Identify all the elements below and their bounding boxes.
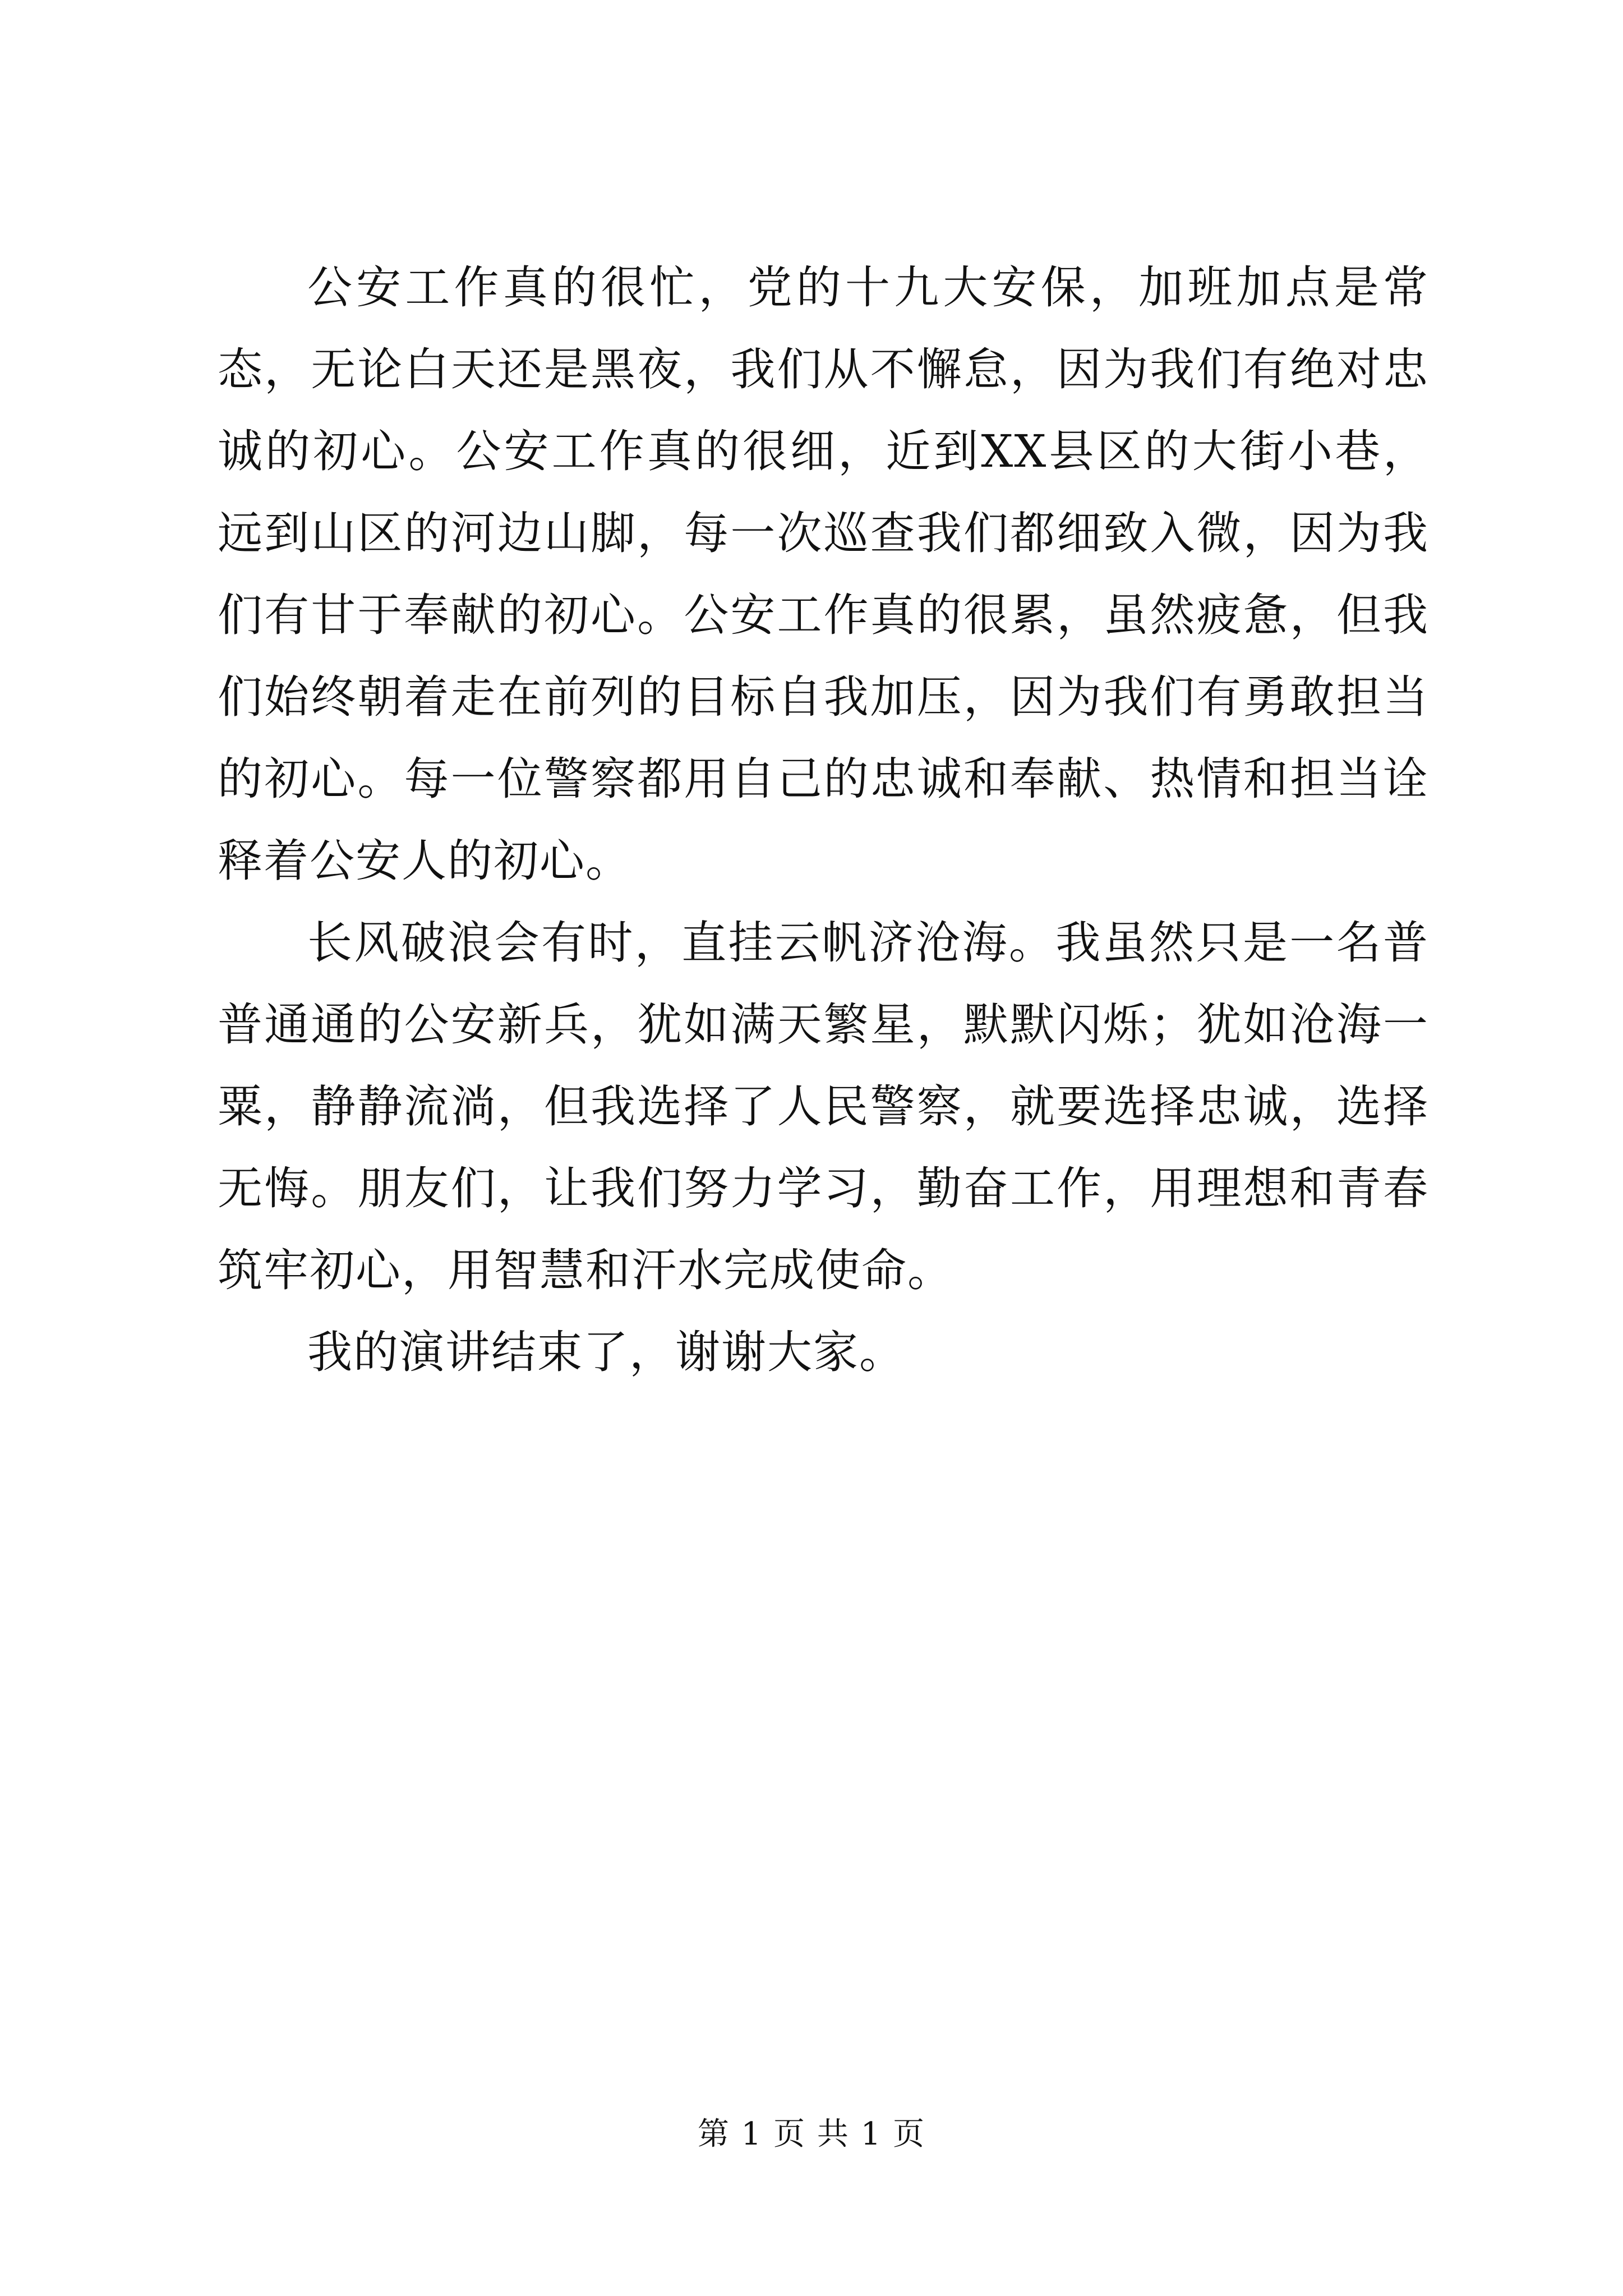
paragraph-1: 公安工作真的很忙，党的十九大安保，加班加点是常态，无论白天还是黑夜，我们从不懈怠，因为我们有绝对忠诚的初心。公安工作真的很细，近到XX县区的大街小巷，远到山区的河边山脚，每一次巡查我们都细致入微，因为我们有甘于奉献的初心。公安工作真的很累，虽然疲惫，但我们始终朝着走在前列的目标自我加压，因为我们有勇敢担当的初心。每一位警察都用自己的忠诚和奉献、热情和担当诠释着公安人的初心。 xyxy=(218,261,1429,887)
paragraph-2: 长风破浪会有时，直挂云帆济沧海。我虽然只是一名普普通通的公安新兵，犹如满天繁星，默默闪烁；犹如沧海一粟，静静流淌，但我选择了人民警察，就要选择忠诚，选择无悔。朋友们，让我们努力学习，勤奋工作，用理想和青春筑牢初心，用智慧和汗水完成使命。 xyxy=(218,917,1429,1296)
paragraph-3: 我的演讲结束了，谢谢大家。 xyxy=(307,1326,905,1378)
page-footer: 第 1 页 共 1 页 xyxy=(697,2116,926,2152)
body-text xyxy=(218,247,1429,1393)
